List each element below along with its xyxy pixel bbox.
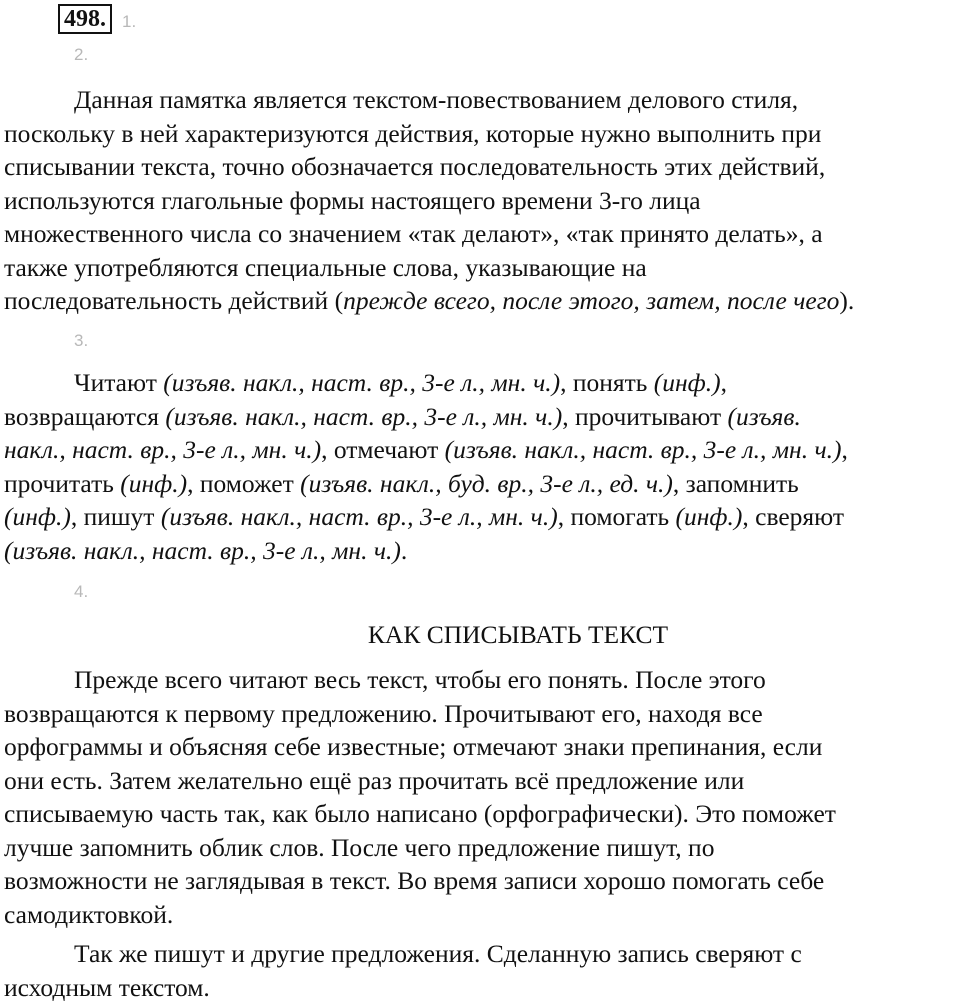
word-run: , [721, 368, 727, 397]
text-run: последовательность действий ( [4, 286, 343, 315]
grammar-annotation: (инф.) [4, 502, 71, 531]
grammar-annotation: (изъяв. накл., наст. вр., 3-е л., мн. ч.) [165, 402, 562, 431]
paragraph-line [4, 366, 960, 400]
item-marker-2: 2. [74, 45, 88, 65]
paragraph-line: списывании текста, точно обозначается последовательность этих действий, [4, 150, 960, 184]
grammar-annotation: (изъяв. накл., наст. вр., 3-е л., мн. ч.) [4, 536, 401, 565]
section-3-paragraph [4, 366, 960, 567]
word-run: , прочитывают [562, 402, 727, 431]
paragraph-line [4, 467, 960, 501]
paragraph-line [4, 400, 960, 434]
word-run: возвращаются [4, 402, 165, 431]
task-number-badge: 498. [58, 4, 112, 34]
paragraph-line: поскольку в ней характеризуются действия, которые нужно выполнить при [4, 117, 960, 151]
paragraph-line [4, 500, 960, 534]
paragraph-line: возможности не заглядывая в текст. Во время записи хорошо помогать себе [4, 864, 960, 898]
word-run: прочитать [4, 469, 120, 498]
text-run: ). [839, 286, 854, 315]
word-run: , поможет [187, 469, 300, 498]
paragraph-line: исходным текстом. [4, 971, 960, 1004]
paragraph-line: они есть. Затем желательно ещё раз прочитать всё предложение или [4, 764, 960, 798]
paragraph-line [4, 534, 960, 568]
paragraph-line: также употребляются специальные слова, указывающие на [4, 251, 960, 285]
paragraph-line: Данная памятка является текстом-повествованием делового стиля, [4, 83, 960, 117]
grammar-annotation: (изъяв. накл., наст. вр., 3-е л., мн. ч.) [163, 368, 560, 397]
paragraph-line: орфограммы и объясняя себе известные; отмечают знаки препинания, если [4, 730, 960, 764]
paragraph-line: Так же пишут и другие предложения. Сделанную запись сверяют с [4, 937, 960, 971]
item-marker-4: 4. [74, 582, 88, 602]
word-run: . [401, 536, 407, 565]
word-run: , сверяют [742, 502, 844, 531]
word-run: , пишут [71, 502, 161, 531]
section-4-paragraph-1 [4, 663, 960, 931]
word-run: , запомнить [673, 469, 799, 498]
grammar-annotation: накл., наст. вр., 3-е л., мн. ч.) [4, 435, 321, 464]
grammar-annotation: (инф.) [654, 368, 721, 397]
paragraph-line [4, 433, 960, 467]
section-2-paragraph [4, 83, 960, 318]
paragraph-line: возвращаются к первому предложению. Прочитывают его, находя все [4, 697, 960, 731]
grammar-annotation: (инф.) [120, 469, 187, 498]
italic-text-run: прежде всего, после этого, затем, после чего [343, 286, 839, 315]
grammar-annotation: (изъяв. накл., буд. вр., 3-е л., ед. ч.) [300, 469, 673, 498]
paragraph-line [4, 284, 960, 318]
paragraph-line: Прежде всего читают весь текст, чтобы его понять. После этого [4, 663, 960, 697]
grammar-annotation: (изъяв. [727, 402, 800, 431]
paragraph-line: используются глагольные формы настоящего времени 3-го лица [4, 184, 960, 218]
section-4-heading: КАК СПИСЫВАТЬ ТЕКСТ [0, 618, 960, 651]
paragraph-line: лучше запомнить облик слов. После чего предложение пишут, по [4, 831, 960, 865]
word-run: , [842, 435, 848, 464]
grammar-annotation: (изъяв. накл., наст. вр., 3-е л., мн. ч.) [161, 502, 558, 531]
task-header [58, 4, 136, 34]
section-4-paragraph-2 [4, 937, 960, 1004]
word-run: , отмечают [321, 435, 445, 464]
paragraph-line: списываемую часть так, как было написано (орфографически). Это поможет [4, 797, 960, 831]
word-run: Читают [74, 368, 163, 397]
item-marker-3: 3. [74, 331, 88, 351]
paragraph-line: множественного числа со значением «так делают», «так принято делать», а [4, 217, 960, 251]
grammar-annotation: (инф.) [676, 502, 743, 531]
paragraph-line: самодиктовкой. [4, 898, 960, 932]
word-run: , понять [560, 368, 654, 397]
item-marker-1: 1. [122, 12, 136, 32]
word-run: , помогать [558, 502, 676, 531]
grammar-annotation: (изъяв. накл., наст. вр., 3-е л., мн. ч.) [445, 435, 842, 464]
